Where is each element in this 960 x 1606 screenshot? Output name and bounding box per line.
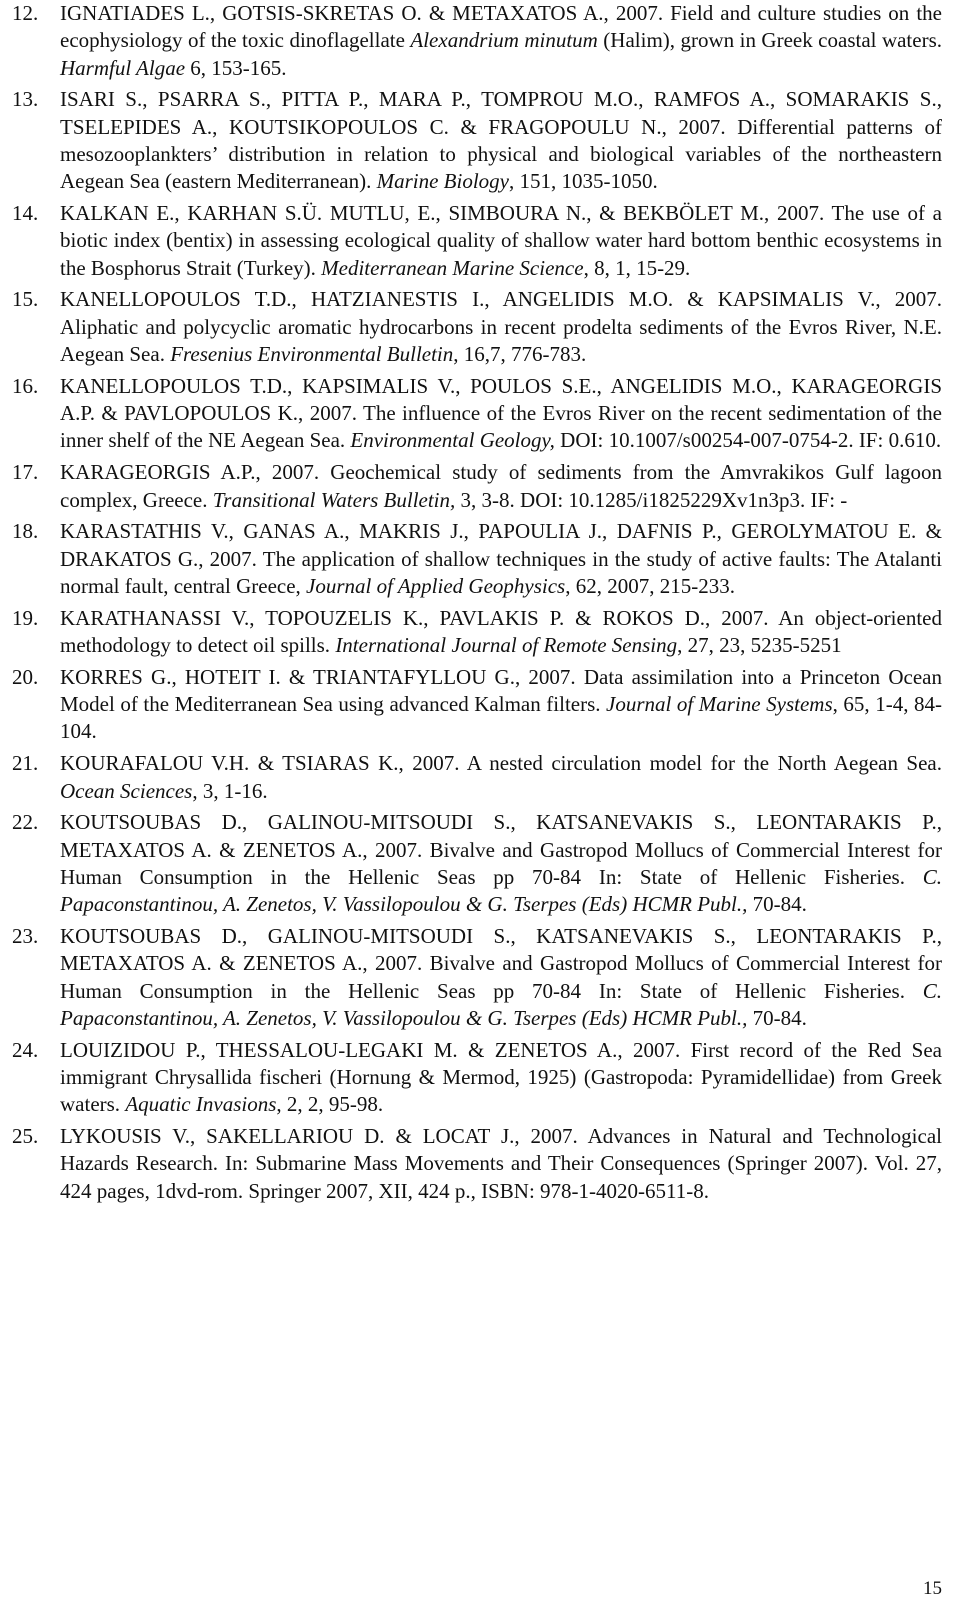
reference-number: 17. [12, 460, 39, 485]
reference-volume-pages: , 62, 2007, 215-233. [565, 573, 735, 598]
reference-item [12, 923, 942, 1032]
reference-authors-title: LYKOUSIS V., SAKELLARIOU D. & LOCAT J., 2007. Advances in Natural and Technological Hazards Research. In: Submarine Mass Movements and Their Consequences (Springer 2007). Vol. 27, 424 pages, 1dvd-rom. Springer 2007, XII, 424 p., ISBN: 978-1-4020-6511-8. [60, 1124, 942, 1203]
reference-volume-pages: 6, 153-165. [185, 55, 287, 80]
reference-item [12, 664, 942, 746]
reference-journal: C. Papaconstantinou, A. Zenetos, V. Vassilopoulou & G. Tserpes (Eds) HCMR Publ., [60, 864, 942, 917]
reference-journal: Journal of Applied Geophysics [306, 573, 566, 598]
reference-number: 22. [12, 810, 39, 835]
reference-number: 24. [12, 1037, 39, 1062]
reference-number: 20. [12, 664, 39, 689]
reference-item [12, 605, 942, 660]
reference-item [12, 86, 942, 195]
reference-text [60, 750, 942, 805]
reference-number: 12. [12, 1, 39, 25]
reference-text [60, 286, 942, 368]
reference-volume-pages: , 3, 1-16. [192, 778, 268, 803]
reference-title-continued: (Halim), grown in Greek coastal waters. [597, 28, 942, 53]
page-number: 15 [923, 1578, 942, 1599]
reference-authors-title: KALKAN E., KARHAN S.Ü. MUTLU, E., SIMBOURA N., & BEKBÖLET M., 2007. The use of a biotic index (bentix) in assessing ecological quality of shallow water hard bottom benthic ecosystems in the Bosphorus Strait (Turkey). [60, 201, 942, 280]
reference-volume-pages: , 27, 23, 5235-5251 [677, 633, 842, 658]
reference-journal: Environmental Geology, [350, 428, 555, 453]
reference-volume-pages: , 151, 1035-1050. [508, 169, 658, 194]
reference-authors-title: IGNATIADES L., GOTSIS-SKRETAS O. & METAXATOS A., 2007. Field and culture studies on the ecophysiology of the toxic dinoflagellate [60, 1, 942, 53]
reference-journal: Aquatic Invasions [125, 1092, 277, 1117]
reference-authors-title: KOURAFALOU V.H. & TSIARAS K., 2007. A nested circulation model for the North Aegean Sea. [60, 751, 942, 776]
reference-journal: Fresenius Environmental Bulletin [170, 342, 454, 367]
reference-text [60, 373, 942, 455]
reference-text [60, 459, 942, 514]
reference-item [12, 200, 942, 282]
reference-volume-pages: , 8, 1, 15-29. [583, 255, 691, 280]
reference-item [12, 809, 942, 918]
reference-journal: C. Papaconstantinou, A. Zenetos, V. Vassilopoulou & G. Tserpes (Eds) HCMR Publ., [60, 978, 942, 1030]
reference-item [12, 286, 942, 368]
reference-number: 13. [12, 87, 39, 112]
reference-authors-title: LOUIZIDOU P., THESSALOU-LEGAKI M. & ZENETOS A., 2007. First record of the Red Sea immigrant Chrysallida fischeri (Hornung & Mermod, 1925) (Gastropoda: Pyramidellidae) from Greek waters. [60, 1037, 942, 1117]
reference-volume-pages: , 2, 2, 95-98. [276, 1092, 384, 1117]
reference-text [60, 1037, 942, 1119]
reference-authors-title: KARATHANASSI V., TOPOUZELIS K., PAVLAKIS P. & ROKOS D., 2007. An object-oriented methodology to detect oil spills. [60, 605, 942, 658]
reference-authors-title: KOUTSOUBAS D., GALINOU-MITSOUDI S., KATSANEVAKIS S., LEONTARAKIS P., METAXATOS A. & ZENETOS A., 2007. Bivalve and Gastropod Mollucs of Commercial Interest for Human Consumption in the Hellenic Seas pp 70-84 In: State of Hellenic Fisheries. [60, 810, 942, 889]
reference-taxon: Alexandrium minutum [410, 28, 598, 53]
reference-text [60, 518, 942, 600]
reference-journal: International Journal of Remote Sensing [335, 633, 678, 658]
reference-authors-title: KARASTATHIS V., GANAS A., MAKRIS J., PAPOULIA J., DAFNIS P., GEROLYMATOU E. & DRAKATOS G., 2007. The application of shallow techniques in the study of active faults: The Atalanti normal fault, central Greece, [60, 519, 942, 598]
reference-text [60, 664, 942, 746]
reference-volume-pages: 70-84. [747, 1005, 807, 1030]
reference-authors-title: ISARI S., PSARRA S., PITTA P., MARA P., TOMPROU M.O., RAMFOS A., SOMARAKIS S., TSELEPIDES A., KOUTSIKOPOULOS C. & FRAGOPOULU N., 2007. Differential patterns of mesozooplankters’ distribution in relation to physical and biological variables of the northeastern Aegean Sea (eastern Mediterranean). [60, 87, 942, 194]
reference-authors-title: KARAGEORGIS A.P., 2007. Geochemical study of sediments from the Amvrakikos Gulf lagoon complex, Greece. [60, 460, 942, 512]
reference-volume-pages: DOI: 10.1007/s00254-007-0754-2. IF: 0.610. [554, 428, 942, 453]
reference-number: 14. [12, 201, 39, 226]
reference-item [12, 373, 942, 455]
reference-authors-title: KOUTSOUBAS D., GALINOU-MITSOUDI S., KATSANEVAKIS S., LEONTARAKIS P., METAXATOS A. & ZENETOS A., 2007. Bivalve and Gastropod Mollucs of Commercial Interest for Human Consumption in the Hellenic Seas pp 70-84 In: State of Hellenic Fisheries. [60, 924, 942, 1003]
reference-text [60, 923, 942, 1032]
reference-volume-pages: 3, 3-8. DOI: 10.1285/i1825229Xv1n3p3. IF: - [455, 487, 848, 512]
reference-list [12, 0, 942, 1209]
reference-number: 25. [12, 1124, 39, 1149]
reference-text [60, 0, 942, 82]
reference-number: 19. [12, 605, 39, 630]
reference-journal: Harmful Algae [60, 55, 186, 80]
reference-text [60, 200, 942, 282]
reference-number: 23. [12, 924, 39, 948]
reference-number: 18. [12, 519, 39, 544]
reference-number: 15. [12, 287, 39, 312]
reference-text [60, 86, 942, 195]
reference-item [12, 750, 942, 805]
reference-number: 21. [12, 751, 39, 776]
reference-journal: Journal of Marine Systems [606, 692, 833, 717]
reference-text [60, 1123, 942, 1205]
reference-volume-pages: , 65, 1-4, 84-104. [60, 692, 942, 744]
reference-volume-pages: 70-84. [747, 892, 807, 917]
reference-number: 16. [12, 373, 39, 398]
reference-item [12, 1037, 942, 1119]
reference-authors-title: KANELLOPOULOS T.D., HATZIANESTIS I., ANGELIDIS M.O. & KAPSIMALIS V., 2007. Aliphatic and polycyclic aromatic hydrocarbons in recent prodelta sediments of the Evros River, N.E. Aegean Sea. [60, 287, 942, 367]
reference-journal: Marine Biology [376, 169, 509, 194]
reference-item [12, 1123, 942, 1205]
reference-journal: Transitional Waters Bulletin, [212, 487, 456, 512]
reference-authors-title: KORRES G., HOTEIT I. & TRIANTAFYLLOU G., 2007. Data assimilation into a Princeton Ocean Model of the Mediterranean Sea using advanced Kalman filters. [60, 664, 942, 717]
reference-journal: Mediterranean Marine Science [321, 255, 584, 280]
reference-item [12, 459, 942, 514]
reference-text [60, 809, 942, 918]
reference-item [12, 0, 942, 82]
reference-volume-pages: , 16,7, 776-783. [453, 342, 587, 367]
reference-text [60, 605, 942, 660]
reference-authors-title: KANELLOPOULOS T.D., KAPSIMALIS V., POULOS S.E., ANGELIDIS M.O., KARAGEORGIS A.P. & PAVLOPOULOS K., 2007. The influence of the Evros River on the recent sedimentation of the inner shelf of the NE Aegean Sea. [60, 373, 942, 453]
reference-item [12, 518, 942, 600]
reference-journal: Ocean Sciences [60, 778, 193, 803]
